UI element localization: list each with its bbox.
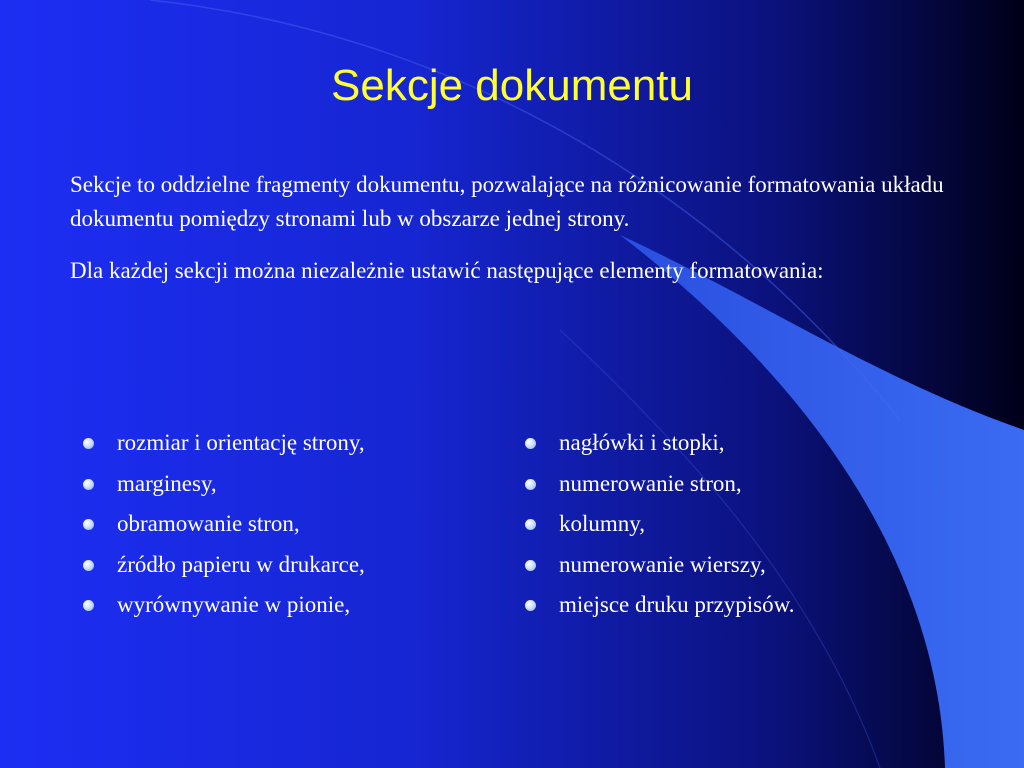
bullet-dot-icon [83,438,94,449]
bullet-text: rozmiar i orientację strony, [117,430,365,455]
bullet-dot-icon [83,560,94,571]
bullet-text: marginesy, [117,470,217,496]
bullet-item [525,423,925,464]
intro-paragraph: Dla każdej sekcji można niezależnie ustawić następujące elementy formatowania: [70,258,824,283]
bullet-item [83,464,503,505]
bullet-list-right [525,423,925,626]
bullet-item [83,504,503,545]
bullet-text: wyrównywanie w pionie, [117,592,351,617]
intro-paragraph: Sekcje to oddzielne fragmenty dokumentu, pozwalające na różnicowanie formatowania układu dokumentu pomiędzy stronami lub w obszarze jednej strony. [70,172,944,231]
bullet-list-left [83,423,503,626]
bullet-item [525,504,925,545]
bullet-item [83,585,503,626]
bullet-dot-icon [525,519,536,530]
bullet-dot-icon [83,600,94,611]
bullet-text: kolumny, [559,511,646,536]
bullet-dot-icon [525,479,536,490]
bullet-text: miejsce druku przypisów. [559,592,795,617]
bullet-dot-icon [525,438,536,449]
bullet-item [525,545,925,586]
bullet-text: numerowanie wierszy, [559,551,766,577]
slide-title: Sekcje dokumentu [331,61,693,110]
bullet-text: nagłówki i stopki, [559,430,725,455]
bullet-dot-icon [525,600,536,611]
bullet-dot-icon [83,479,94,490]
bullet-item [525,585,925,626]
bullet-text: numerowanie stron, [559,470,742,496]
bullet-dot-icon [525,560,536,571]
bullet-dot-icon [83,519,94,530]
bullet-text: źródło papieru w drukarce, [117,551,365,577]
bullet-item [83,545,503,586]
bullet-item [83,423,503,464]
bullet-text: obramowanie stron, [117,511,300,536]
intro-text [70,168,950,306]
bullet-item [525,464,925,505]
